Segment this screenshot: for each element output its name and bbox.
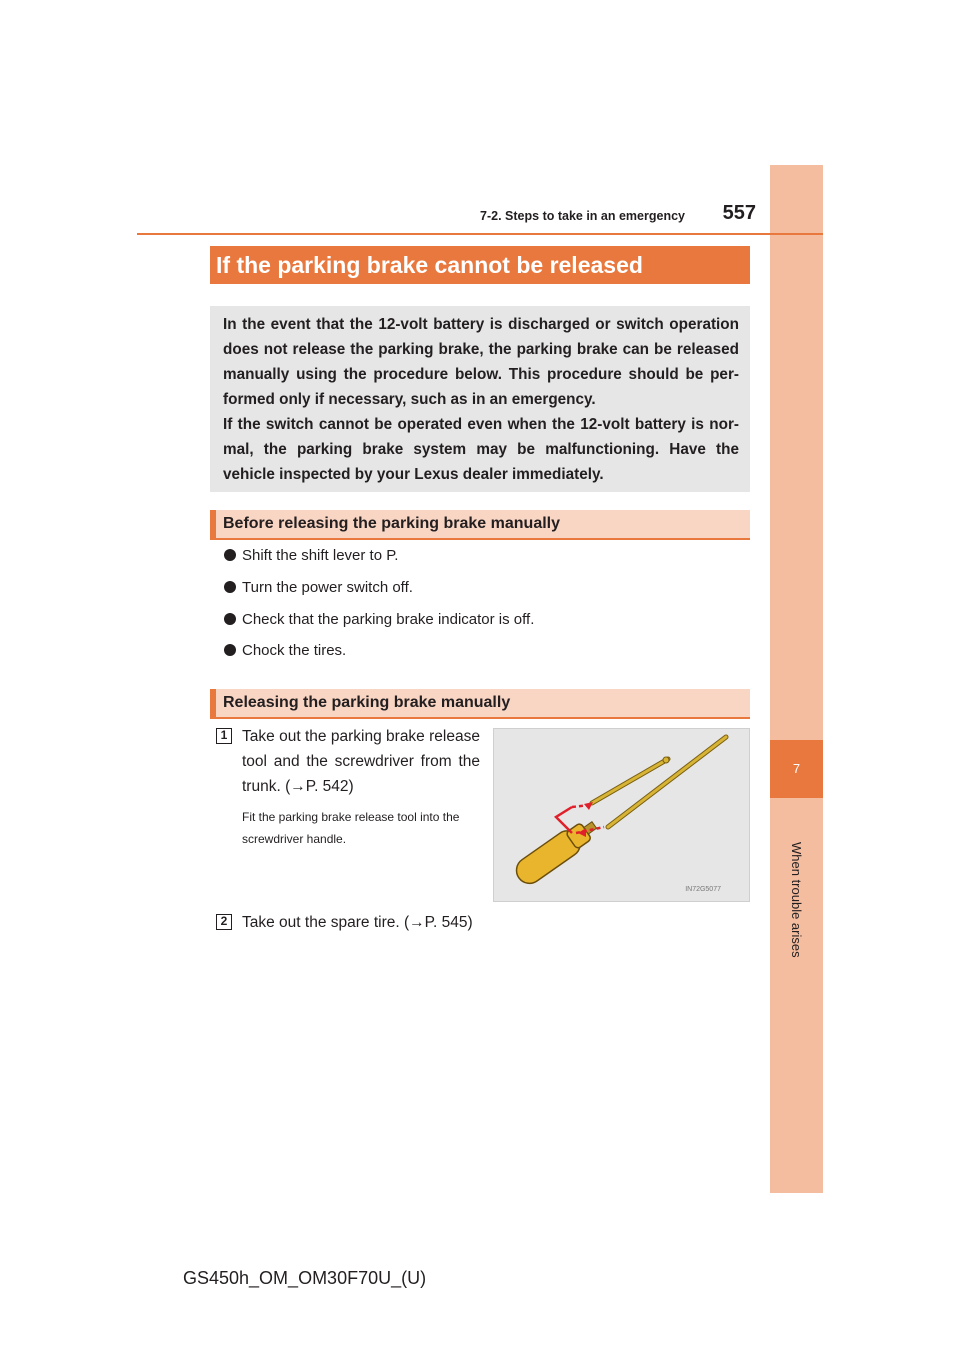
chapter-label: When trouble arises <box>789 842 804 958</box>
illustration-code: IN72G5077 <box>685 886 721 893</box>
section-heading-release <box>210 689 750 719</box>
page-title-bar <box>210 246 750 284</box>
step-1-text: Take out the parking brake release tool and the screwdriver from the trunk. (→P. 542) <box>242 728 480 795</box>
chapter-side-tab <box>770 165 823 1193</box>
header-divider <box>137 233 823 235</box>
page-title: If the parking brake cannot be released <box>216 252 643 278</box>
step-number-1: 1 <box>216 728 232 744</box>
intro-paragraph-1: In the event that the 12-volt battery is discharged or switch operation does not release the parking brake, the parking brake can be released manually using the procedure below. This procedure should be per-formed only if necessary, such as in an emergency. <box>223 316 739 408</box>
chapter-number: 7 <box>770 740 823 798</box>
bullet-dot-icon <box>224 644 236 656</box>
step-1-note: Fit the parking brake release tool into the screwdriver handle. <box>242 810 460 846</box>
section-heading-before <box>210 510 750 540</box>
screwdriver-and-tool-icon <box>494 729 749 901</box>
bullet-item: Shift the shift lever to P. <box>224 547 398 564</box>
intro-box <box>210 306 750 492</box>
intro-paragraph-2: If the switch cannot be operated even when the 12-volt battery is nor-mal, the parking brake system may be malfunctioning. Have the vehicle inspected by your Lexus dealer immediately. <box>223 416 739 483</box>
section-heading-before-label: Before releasing the parking brake manually <box>223 515 561 532</box>
step-number-2: 2 <box>216 914 232 930</box>
bullet-item: Check that the parking brake indicator is off. <box>224 611 534 628</box>
bullet-item: Turn the power switch off. <box>224 579 413 596</box>
release-tool-illustration <box>493 728 750 902</box>
section-heading-release-label: Releasing the parking brake manually <box>223 694 511 711</box>
page-number: 557 <box>722 202 756 224</box>
section-header: 7-2. Steps to take in an emergency <box>480 209 685 223</box>
step-2-text: Take out the spare tire. (→P. 545) <box>242 914 473 931</box>
bullet-dot-icon <box>224 581 236 593</box>
bullet-dot-icon <box>224 613 236 625</box>
bullet-item: Chock the tires. <box>224 642 346 659</box>
bullet-dot-icon <box>224 549 236 561</box>
chapter-label-container <box>770 842 823 958</box>
document-footer-code: GS450h_OM_OM30F70U_(U) <box>183 1268 427 1288</box>
